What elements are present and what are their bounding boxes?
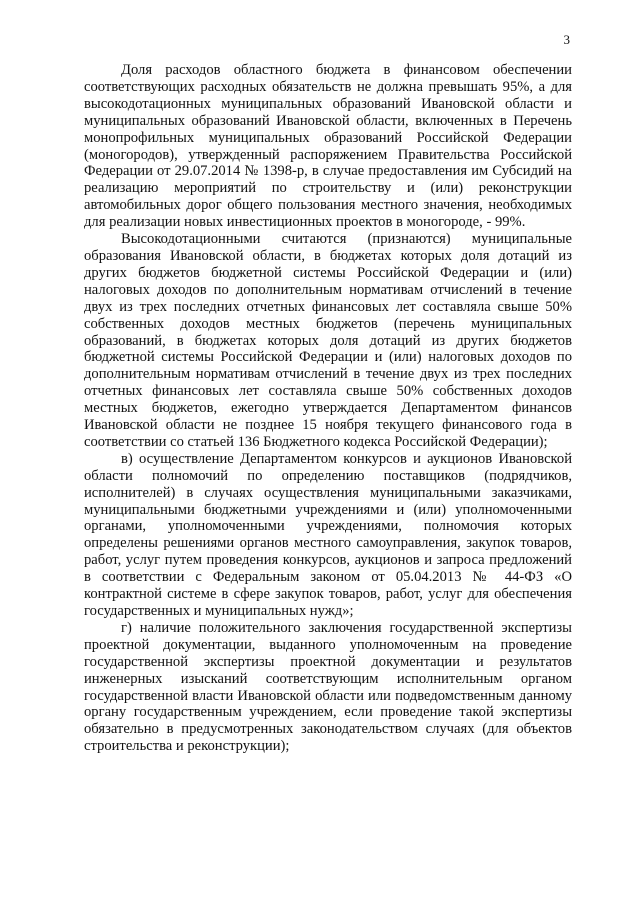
paragraph-budget-share: Доля расходов областного бюджета в финансовом обеспечении соответствующих расходных обязательств не должна превышать 95%, а для высокодотационных муниципальных образований Ивановской области и муниципальных образований Ивановской области, включенных в Перечень монопрофильных муниципальных образований Российской Федерации (моногородов), утвержденный распоряжением Правительства Российской Федерации от 29.07.2014 № 1398-р, в случае предоставления им Субсидий на реализацию мероприятий по строительству и (или) реконструкции автомобильных дорог общего пользования местного значения, необходимых для реализации новых инвестиционных проектов в моногороде, - 99%.: [84, 62, 572, 231]
paragraph-item-v: в) осуществление Департаментом конкурсов и аукционов Ивановской области полномочий по определению поставщиков (подрядчиков, исполнителей) в случаях осуществления муниципальными заказчиками, муниципальными бюджетными учреждениями и (или) уполномоченными органами, уполномоченными учреждениями, полномочия которых определены решениями органов местного самоуправления, закупок товаров, работ, услуг путем проведения конкурсов, аукционов и запроса предложений в соответствии с Федеральным законом от 05.04.2013 № 44-ФЗ «О контрактной системе в сфере закупок товаров, работ, услуг для обеспечения государственных и муниципальных нужд»;: [84, 450, 572, 619]
paragraph-high-subsidy-definition: Высокодотационными считаются (признаются) муниципальные образования Ивановской области, в бюджетах которых доля дотаций из других бюджетов бюджетной системы Российской Федерации и (или) налоговых доходов по дополнительным нормативам отчислений в течение двух из трех последних отчетных финансовых лет составляла свыше 50% собственных доходов местных бюджетов (перечень муниципальных образований, в бюджетах которых доля дотаций из других бюджетов бюджетной системы Российской Федерации и (или) налоговых доходов по дополнительным нормативам отчислений в течение двух из трех последних отчетных финансовых лет составляла свыше 50% собственных доходов местных бюджетов, ежегодно утверждается Департаментом финансов Ивановской области не позднее 15 ноября текущего финансового года в соответствии со статьей 136 Бюджетного кодекса Российской Федерации);: [84, 231, 572, 450]
page-number: 3: [563, 32, 570, 47]
document-body: [84, 62, 572, 755]
paragraph-item-g: г) наличие положительного заключения государственной экспертизы проектной документации, выданного уполномоченным на проведение государственной экспертизы проектной документации и результатов инженерных изысканий соответствующим исполнительным органом государственной власти Ивановской области или подведомственным данному органу государственным учреждением, если проведение такой экспертизы обязательно в предусмотренных законодательством случаях (для объектов строительства и реконструкции);: [84, 619, 572, 755]
